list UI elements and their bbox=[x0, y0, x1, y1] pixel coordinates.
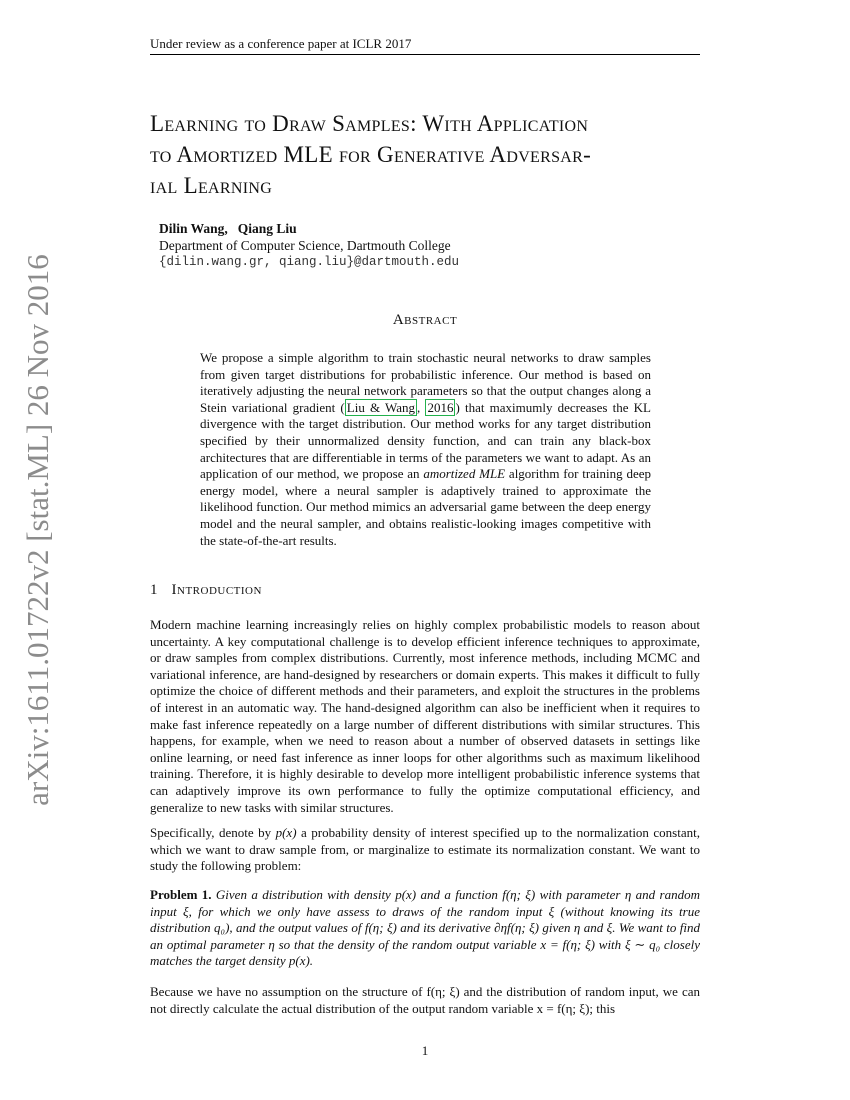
section-number: 1 bbox=[150, 582, 158, 598]
problem-label: Problem 1. bbox=[150, 887, 212, 902]
section-title: Introduction bbox=[171, 582, 262, 598]
cite-sep: , bbox=[417, 399, 426, 415]
section-heading bbox=[150, 582, 262, 599]
abstract-heading: Abstract bbox=[392, 312, 458, 328]
page-number: 1 bbox=[421, 1043, 429, 1058]
para2-math: p(x) bbox=[275, 825, 297, 840]
cite-open: ( bbox=[340, 399, 345, 415]
intro-paragraph-1: Modern machine learning increasingly relies on highly complex probabilistic models to reason about uncertainty. A key computational challenge is to develop efficient inference techniques to approximate, or draw samples from complex distributions. Currently, most inference methods, including MCMC and variational inference, are hand-designed by researchers or domain experts. This makes it difficult to fully optimize the choice of different methods and their parameters, and exploit the structures in the problems of interest in an automatic way. The hand-designed algorithm can also be inefficient when it requires to make fast inference repeatedly on a large number of different distributions with similar structures. This happens, for example, when we need to reason about a number of observed datasets in settings like online learning, or need fast inference as inner loops for other algorithms such as maximum likelihood training. Therefore, it is highly desirable to develop more intelligent probabilistic inference systems that can adaptively improve its own performance to fully the optimize computational efficiency, and generalize to new tasks with similar structures. bbox=[150, 617, 700, 815]
para2-text-a: Specifically, denote by bbox=[150, 825, 276, 840]
abstract-text-2: that maximumly decreases the KL divergence with the target distribution. Our method works for any target distribution specified by their unnormalized density function, and can train any black-box architectures that are differentiable in terms of the parameters we want to adapt. As an application of our method, we propose an bbox=[200, 399, 651, 482]
title-line-1: Learning to Draw Samples: With Application bbox=[150, 111, 589, 136]
citation-link-authors[interactable]: Liu & Wang bbox=[346, 399, 416, 415]
running-header: Under review as a conference paper at ICLR 2017 bbox=[150, 36, 700, 55]
abstract-text-3: algorithm for training deep energy model, where a neural sampler is adaptively trained to approximate the likelihood function. Our method mimics an adversarial game between the deep energy model and the neural sampler, and obtains realistic-looking images competitive with the state-of-the-art results. bbox=[200, 466, 651, 548]
citation-link-year[interactable]: 2016 bbox=[427, 399, 454, 415]
intro-paragraph-2 bbox=[150, 825, 700, 875]
arxiv-stamp: arXiv:1611.01722v2 [stat.ML] 26 Nov 2016 bbox=[20, 254, 55, 806]
abstract-text-1: We propose a simple algorithm to train stochastic neural networks to draw samples from given target distributions for probabilistic inference. Our method is based on iteratively adjusting the neural network parameters so that the output changes along a Stein variational gradient bbox=[200, 350, 651, 415]
abstract-emphasis: amortized MLE bbox=[423, 466, 506, 482]
title-line-3: ial Learning bbox=[150, 173, 273, 198]
intro-paragraph-4: Because we have no assumption on the structure of f(η; ξ) and the distribution of random input, we can not directly calculate the actual distribution of the output random variable x = f(η; ξ); this bbox=[150, 984, 700, 1016]
title-line-2: to Amortized MLE for Generative Adversar- bbox=[150, 142, 592, 167]
author-1: Dilin Wang, bbox=[159, 221, 228, 236]
author-names bbox=[159, 220, 459, 237]
paper-title bbox=[150, 108, 710, 201]
author-email[interactable]: {dilin.wang.gr, qiang.liu}@dartmouth.edu bbox=[159, 255, 460, 269]
author-2: Qiang Liu bbox=[237, 221, 297, 236]
affiliation: Department of Computer Science, Dartmouth College bbox=[159, 238, 451, 253]
problem-statement bbox=[150, 887, 700, 970]
para2-text-b: a probability density of interest specified up to the normalization constant, which we want to draw sample from, or marginalize to estimate its normalization constant. We want to study the following problem: bbox=[150, 825, 700, 874]
abstract-body bbox=[200, 350, 651, 549]
author-block bbox=[159, 220, 459, 271]
cite-close: ) bbox=[455, 399, 460, 415]
problem-text: Given a distribution with density p(x) and a function f(η; ξ) with parameter η and random input ξ, for which we only have assess to draws of the random input ξ (without knowing its true distribution q₀), and the output values of f(η; ξ) and its derivative ∂ηf(η; ξ) given η and ξ. We want to find an optimal parameter η so that the density of the random output variable x = f(η; ξ) with ξ ∼ q₀ closely matches the target density p(x). bbox=[150, 887, 700, 969]
